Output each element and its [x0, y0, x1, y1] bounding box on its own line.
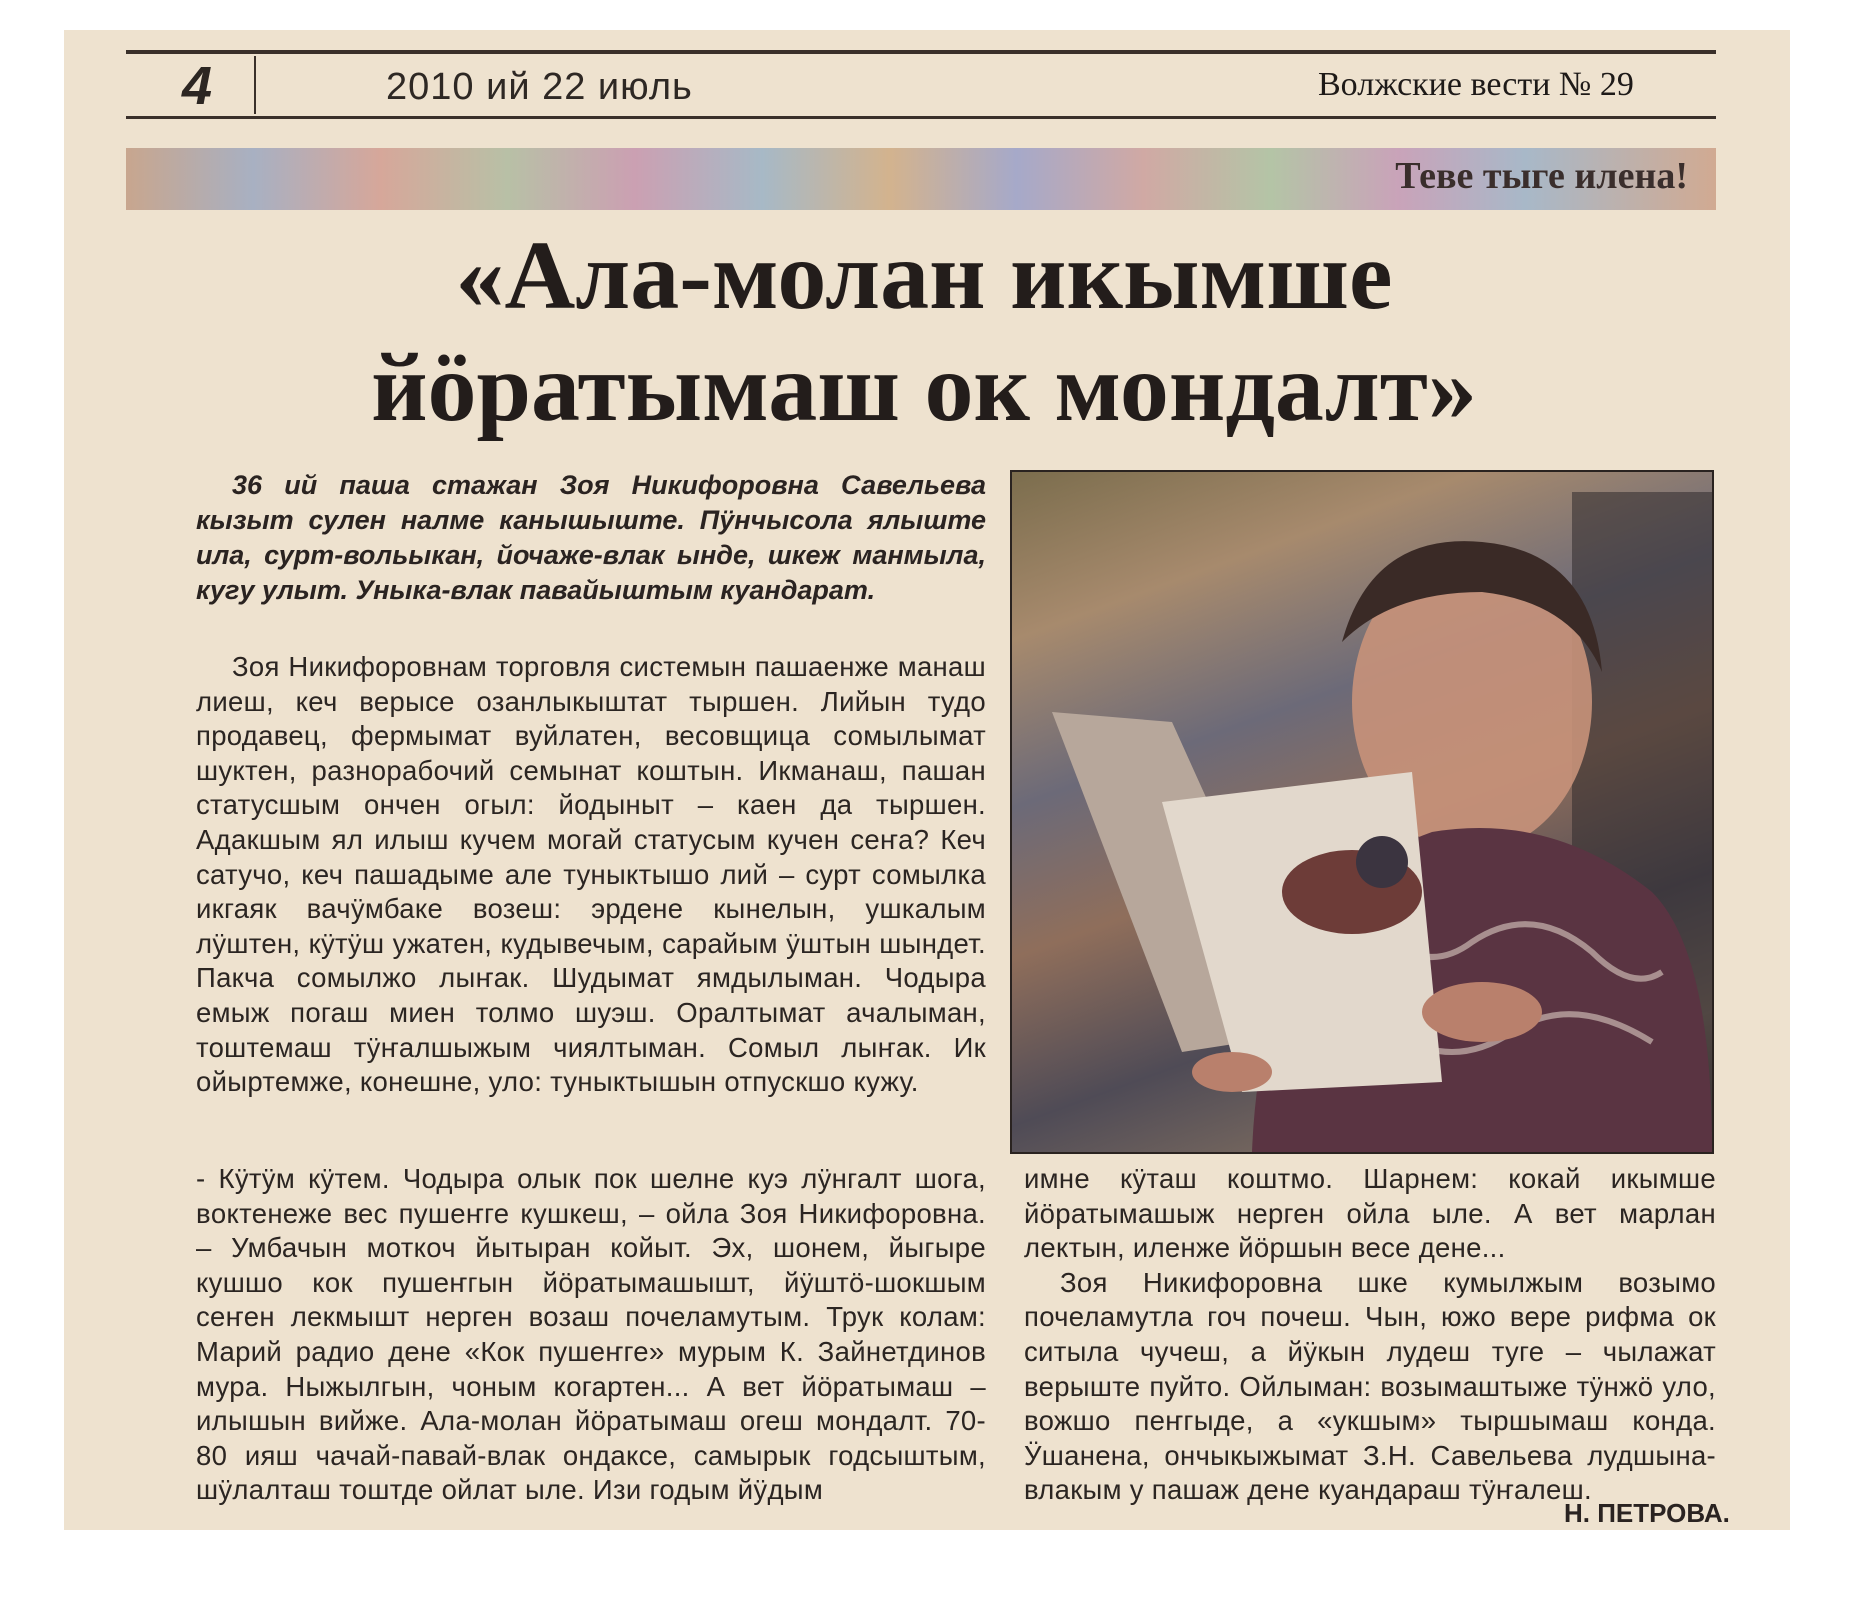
body-column-left-bottom: [196, 1162, 986, 1508]
author-signature: Н. ПЕТРОВА.: [1564, 1498, 1730, 1528]
page-number: 4: [181, 56, 213, 116]
newspaper-clipping: [64, 30, 1790, 1530]
newspaper-name: Волжские вести № 29: [1318, 66, 1634, 103]
rubric-band: [126, 148, 1716, 210]
body-paragraph-3: имне кӱташ коштмо. Шарнем: кокай икымше йӧратымашыж нерген ойла ыле. А вет марлан лектын, иленже йӧршын весе дене...: [1024, 1163, 1716, 1264]
woman-reading-photo: [1012, 472, 1712, 1152]
masthead-separator: [254, 56, 256, 114]
article-headline: [144, 220, 1704, 444]
body-column-right: [1024, 1162, 1716, 1508]
top-rule: [126, 50, 1716, 54]
headline-line-1: «Ала-молан икымше: [455, 222, 1393, 330]
body-column-left-top: [196, 650, 986, 1100]
headline-line-2: йӧратымаш ок мондалт»: [371, 334, 1477, 442]
body-paragraph-4: Зоя Никифоровна шке кумылжым возымо почеламутла гоч почеш. Чын, южо вере рифма ок ситыла чучеш, а йӱкын лудеш туге – чылажат верыште пуйто. Ойлыман: возымаштыже тӱнжӧ уло, вожшо пеҥгыде, а «укшым» тыршымаш конда. Ӱшанена, ончыкыжымат З.Н. Савельева лудшына-влакым у пашаж дене куандараш тӱҥалеш.: [1024, 1266, 1716, 1506]
masthead-rule: [126, 116, 1716, 119]
body-paragraph-1: Зоя Никифоровнам торговля системын пашаенже манаш лиеш, кеч верысе озанлыкыштат тыршен. Лийын тудо продавец, фермымат вуйлатен, весовщица сомылымат шуктен, разнорабочий семынат коштын. Икманаш, пашан статусшым ончен огыл: йодыныт – каен да тыршен. Адакшым ял илыш кучем могай статусым кучен сеҥа? Кеч сатучо, кеч пашадыме але туныктышо лий – сурт сомылка икгаяк вачӱмбаке возеш: эрдене кынелын, ушкалым лӱштен, кӱтӱш ужатен, кудывечым, сарайым ӱштын шындет. Пакча сомылжо лыҥак. Шудымат ямдылыман. Чодыра емыж погаш миен толмо шуэш. Оралтымат ачалыман, тоштемаш тӱҥалшыжым чиялтыман. Сомыл лыҥак. Ик ойыртемже, конешне, уло: туныктышын отпускшо кужу.: [196, 651, 986, 1098]
issue-date: 2010 ий 22 июль: [386, 66, 693, 108]
rubric-title: Теве тыге илена!: [1395, 155, 1688, 197]
article-lead: [196, 468, 986, 608]
lead-paragraph: 36 ий паша стажан Зоя Никифоровна Савельева кызыт сулен налме канышыште. Пӱнчысола ялыште ила, сурт-вольыкан, йочаже-влак ынде, шкеж манмыла, кугу улыт. Уныка-влак павайыштым куандарат.: [196, 470, 986, 605]
article-photo: [1010, 470, 1714, 1154]
body-paragraph-2: - Кӱтӱм кӱтем. Чодыра олык пок шелне куэ лӱнгалт шога, вoктенеже вес пушеҥге кушкеш, – ойла Зоя Никифоровна. – Умбачын моткоч йытыран койыт. Эх, шонем, йыгыре кушшо кок пушеҥгын йӧратымашышт, йӱштӧ-шокшым сеҥен лекмышт нерген возаш почеламутым. Трук колам: Марий радио дене «Кок пушеҥге» мурым К. Зайнетдинов мура. Ныжылгын, чоным когартен... А вет йӧратымаш – илышын вийже. Ала-молан йӧратымаш огеш мондалт. 70-80 ияш чачай-павай-влак ондаксе, самырык годсыштым, шӱлалташ тоштде ойлат ыле. Изи годым йӱдым: [196, 1163, 986, 1506]
